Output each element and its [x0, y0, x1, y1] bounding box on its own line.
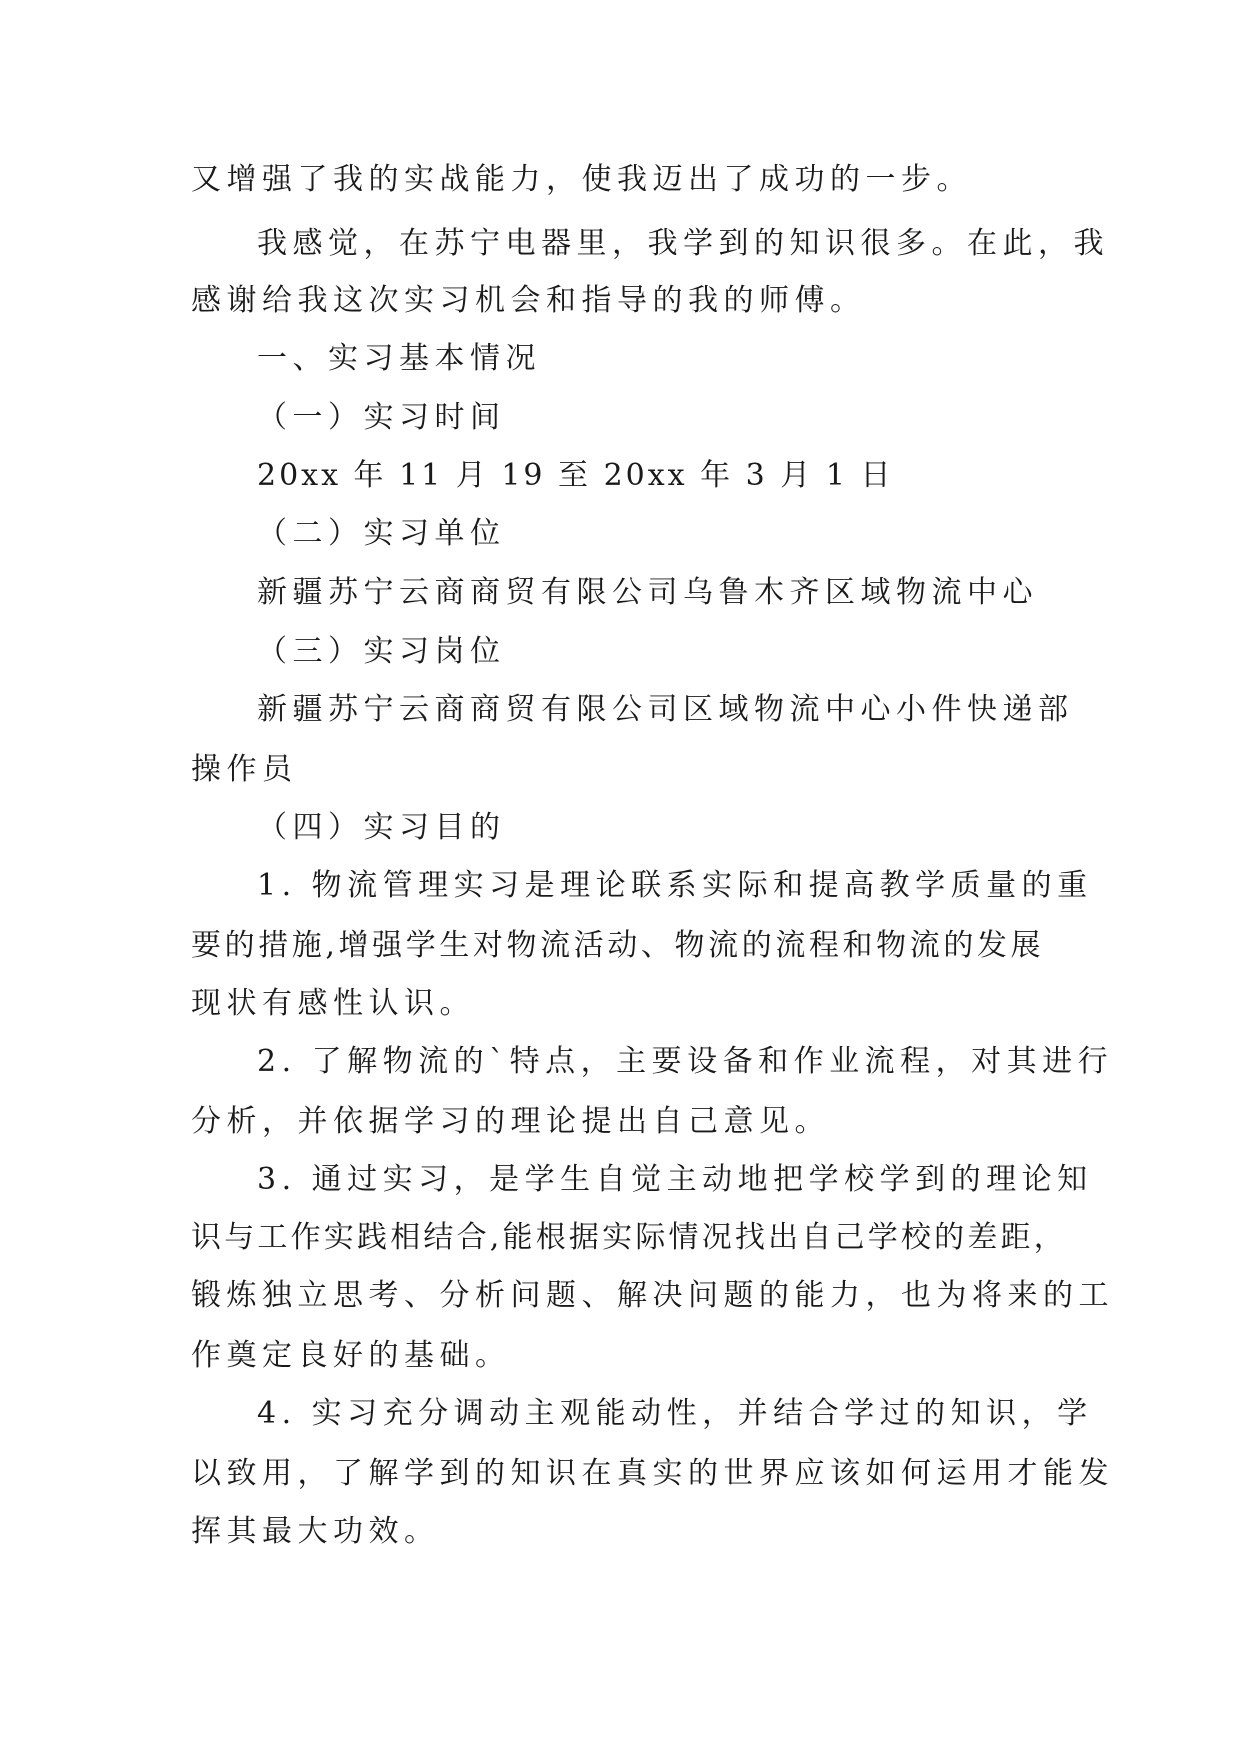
text-line: 又增强了我的实战能力，使我迈出了成功的一步。 [191, 162, 972, 197]
subsection-heading: （三）实习岗位 [257, 634, 506, 669]
text-line: 感谢给我这次实习机会和指导的我的师傅。 [191, 283, 866, 318]
list-item-line: 2. 了解物流的`特点，主要设备和作业流程，对其进行 [257, 1044, 1114, 1079]
list-item-line: 作奠定良好的基础。 [191, 1338, 511, 1373]
list-item-line: 识与工作实践相结合,能根据实际情况找出自己学校的差距， [191, 1220, 1067, 1255]
list-item-line: 1. 物流管理实习是理论联系实际和提高教学质量的重 [257, 868, 1093, 903]
list-item-line: 要的措施,增强学生对物流活动、物流的流程和物流的发展 [191, 928, 1045, 963]
text-line: 20xx 年 11 月 19 至 20xx 年 3 月 1 日 [257, 458, 894, 493]
list-item-line: 分析，并依据学习的理论提出自己意见。 [191, 1104, 830, 1139]
text-line: 操作员 [191, 752, 298, 787]
text-line: 新疆苏宁云商商贸有限公司乌鲁木齐区域物流中心 [257, 575, 1038, 610]
list-item-line: 挥其最大功效。 [191, 1514, 440, 1549]
list-item-line: 4. 实习充分调动主观能动性，并结合学过的知识，学 [257, 1396, 1093, 1431]
list-item-line: 3. 通过实习，是学生自觉主动地把学校学到的理论知 [257, 1162, 1093, 1197]
section-heading: 一、实习基本情况 [257, 341, 541, 376]
text-line: 新疆苏宁云商商贸有限公司区域物流中心小件快递部 [257, 692, 1074, 727]
text-line: 我感觉，在苏宁电器里，我学到的知识很多。在此，我 [257, 226, 1109, 261]
list-item-line: 以致用，了解学到的知识在真实的世界应该如何运用才能发 [191, 1456, 1114, 1491]
list-item-line: 锻炼独立思考、分析问题、解决问题的能力，也为将来的工 [191, 1278, 1114, 1313]
subsection-heading: （一）实习时间 [257, 400, 506, 435]
list-item-line: 现状有感性认识。 [191, 986, 475, 1021]
subsection-heading: （二）实习单位 [257, 516, 506, 551]
subsection-heading: （四）实习目的 [257, 810, 506, 845]
